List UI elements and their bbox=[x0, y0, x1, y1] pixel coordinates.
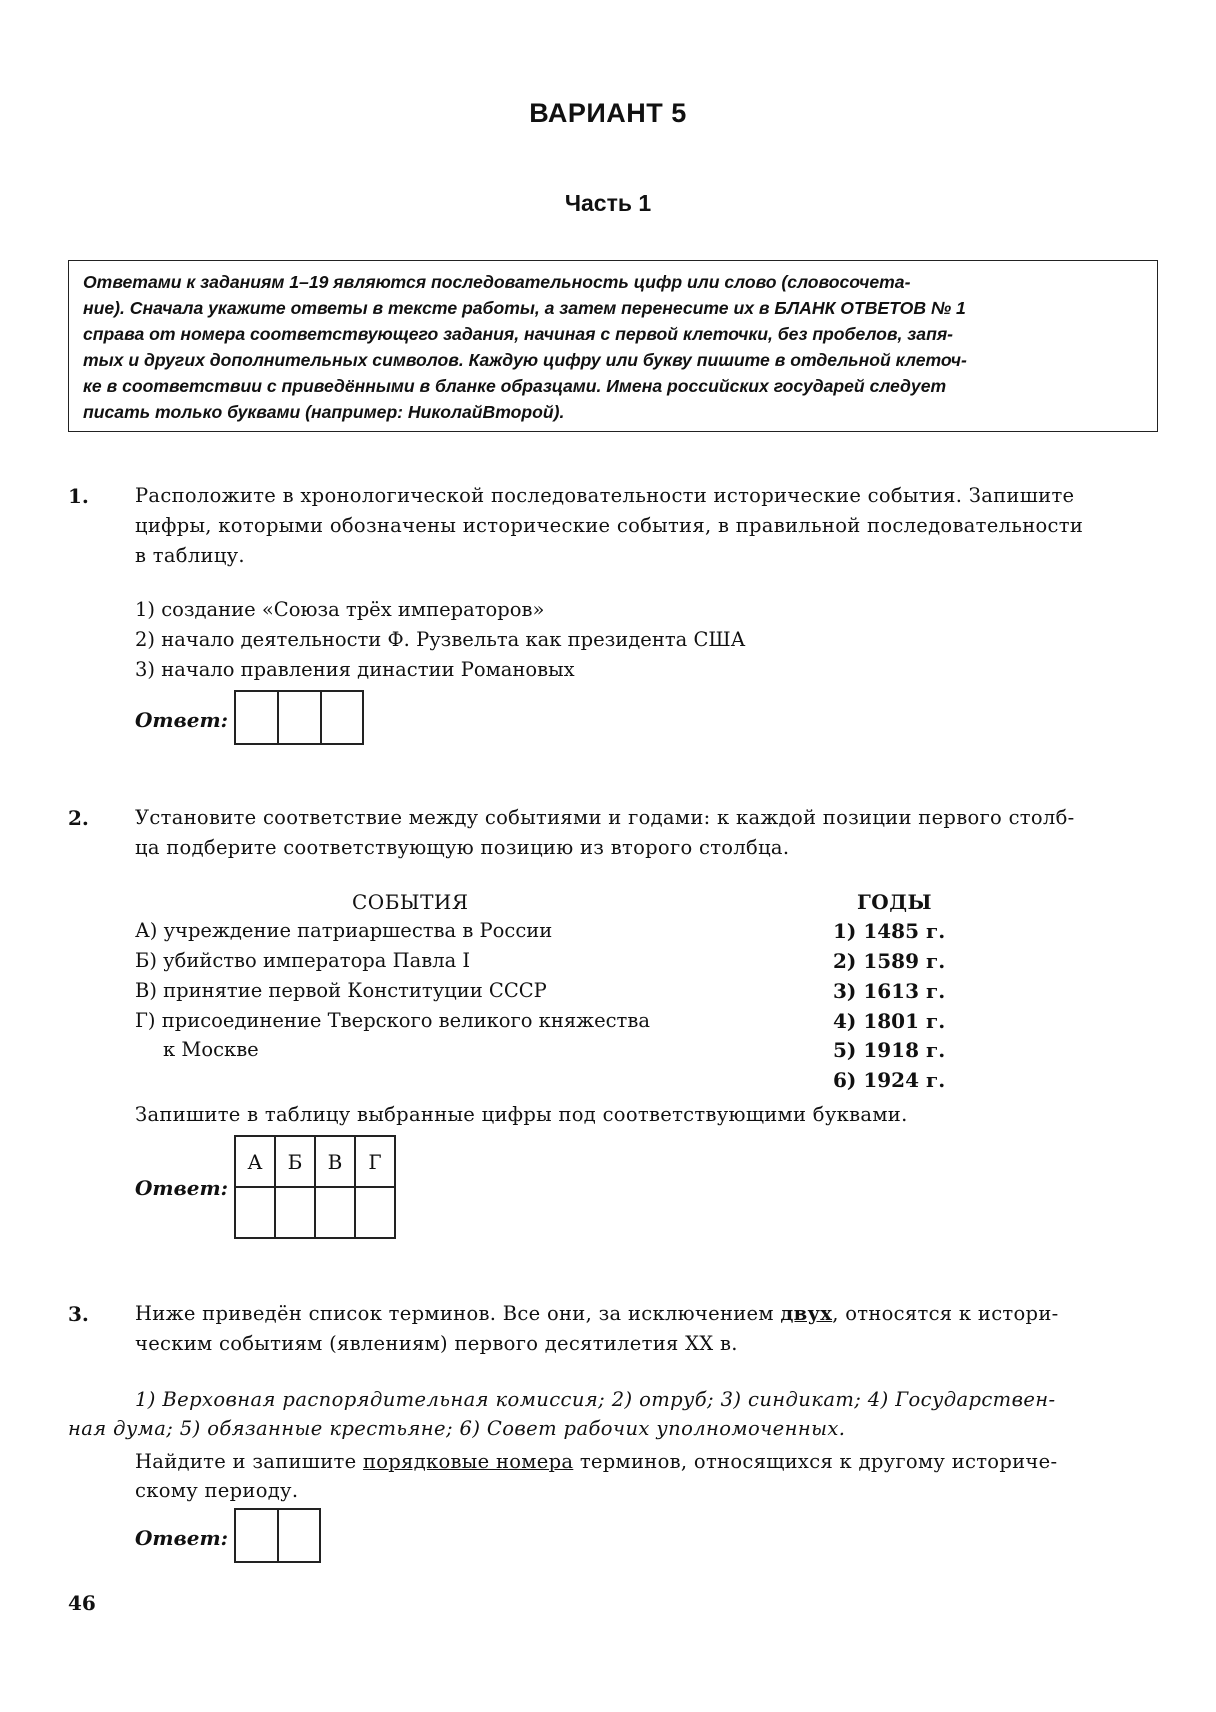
answer-label: Ответ: bbox=[135, 1526, 228, 1550]
year-item: 4) 1801 г. bbox=[833, 1009, 946, 1033]
instructions-box bbox=[68, 260, 1158, 432]
answer-cell[interactable] bbox=[235, 1187, 275, 1238]
answer-cell[interactable] bbox=[275, 1187, 315, 1238]
task3-text-line bbox=[135, 1302, 1059, 1325]
task2-number: 2. bbox=[68, 806, 89, 830]
year-item: 2) 1589 г. bbox=[833, 949, 946, 973]
task3-text-part: Найдите и запишите bbox=[135, 1450, 363, 1473]
task1-option: 2) начало деятельности Ф. Рузвельта как президента США bbox=[135, 628, 746, 651]
task3-text-part: , относятся к истори- bbox=[832, 1302, 1059, 1325]
task3-answer-box[interactable] bbox=[234, 1508, 321, 1563]
task3-number: 3. bbox=[68, 1302, 89, 1326]
task3-text-line: ческим событиям (явлениям) первого десятилетия XX в. bbox=[135, 1332, 738, 1355]
task2-text-line: Установите соответствие между событиями и годами: к каждой позиции первого столб- bbox=[135, 806, 1075, 829]
task1-text-line: цифры, которыми обозначены исторические события, в правильной последовательности bbox=[135, 514, 1084, 537]
year-item: 3) 1613 г. bbox=[833, 979, 946, 1003]
instruction-line: тых и других дополнительных символов. Каждую цифру или букву пишите в отдельной клеточ- bbox=[83, 350, 967, 370]
instruction-line: Ответами к заданиям 1–19 являются последовательность цифр или слово (словосочета- bbox=[83, 272, 911, 292]
task3-text-part: терминов, относящихся к другому историче- bbox=[573, 1450, 1058, 1473]
instruction-line: справа от номера соответствующего задания, начиная с первой клеточки, без пробелов, запя- bbox=[83, 324, 954, 344]
task1-option: 3) начало правления династии Романовых bbox=[135, 658, 575, 681]
answer-cell[interactable] bbox=[315, 1187, 355, 1238]
task3-find-line bbox=[135, 1450, 1057, 1473]
task1-option: 1) создание «Союза трёх императоров» bbox=[135, 598, 545, 621]
letter-cell: Б bbox=[275, 1136, 315, 1187]
task3-terms-line: ная дума; 5) обязанные крестьяне; 6) Совет рабочих уполномоченных. bbox=[68, 1417, 846, 1440]
years-column-header: ГОДЫ bbox=[857, 890, 933, 914]
event-item: В) принятие первой Конституции СССР bbox=[135, 979, 547, 1002]
task2-text-line: ца подберите соответствующую позицию из второго столбца. bbox=[135, 836, 790, 859]
task2-instruction: Запишите в таблицу выбранные цифры под соответствующими буквами. bbox=[135, 1103, 908, 1126]
task3-underlined-word: двух bbox=[780, 1302, 833, 1325]
letter-cell: А bbox=[235, 1136, 275, 1187]
task3-text-part: Ниже приведён список терминов. Все они, за исключением bbox=[135, 1302, 781, 1325]
instruction-line: писать только буквами (например: НиколайВторой). bbox=[83, 402, 565, 422]
variant-title: ВАРИАНТ 5 bbox=[529, 98, 687, 128]
answer-cell-divider bbox=[277, 1510, 279, 1561]
task2-answer-table bbox=[234, 1135, 396, 1239]
year-item: 5) 1918 г. bbox=[833, 1038, 946, 1062]
task3-find-line: скому периоду. bbox=[135, 1479, 299, 1502]
events-column-header: СОБЫТИЯ bbox=[352, 890, 469, 914]
letter-cell: В bbox=[315, 1136, 355, 1187]
task1-number: 1. bbox=[68, 484, 89, 508]
task1-text-line: в таблицу. bbox=[135, 544, 245, 567]
task3-terms-line: 1) Верховная распорядительная комиссия; 2) отруб; 3) синдикат; 4) Государствен- bbox=[135, 1388, 1056, 1411]
answer-cell[interactable] bbox=[355, 1187, 395, 1238]
answer-label: Ответ: bbox=[135, 708, 228, 732]
task1-text-line: Расположите в хронологической последовательности исторические события. Запишите bbox=[135, 484, 1075, 507]
year-item: 1) 1485 г. bbox=[833, 919, 946, 943]
page-number: 46 bbox=[68, 1591, 96, 1615]
event-item: А) учреждение патриаршества в России bbox=[135, 919, 553, 942]
answer-label: Ответ: bbox=[135, 1176, 228, 1200]
letter-cell: Г bbox=[355, 1136, 395, 1187]
instruction-line: ние). Сначала укажите ответы в тексте работы, а затем перенесите их в БЛАНК ОТВЕТОВ № 1 bbox=[83, 298, 966, 318]
answer-cell-divider bbox=[320, 692, 322, 743]
answer-cell-divider bbox=[277, 692, 279, 743]
event-item: Г) присоединение Тверского великого княжества bbox=[135, 1009, 650, 1032]
event-item-continuation: к Москве bbox=[163, 1038, 259, 1061]
instruction-line: ке в соответствии с приведёнными в бланке образцами. Имена российских государей следует bbox=[83, 376, 947, 396]
task3-underlined-phrase: порядковые номера bbox=[362, 1450, 574, 1473]
task1-answer-box[interactable] bbox=[234, 690, 364, 745]
year-item: 6) 1924 г. bbox=[833, 1068, 946, 1092]
part-title: Часть 1 bbox=[564, 190, 652, 216]
event-item: Б) убийство императора Павла I bbox=[135, 949, 471, 972]
